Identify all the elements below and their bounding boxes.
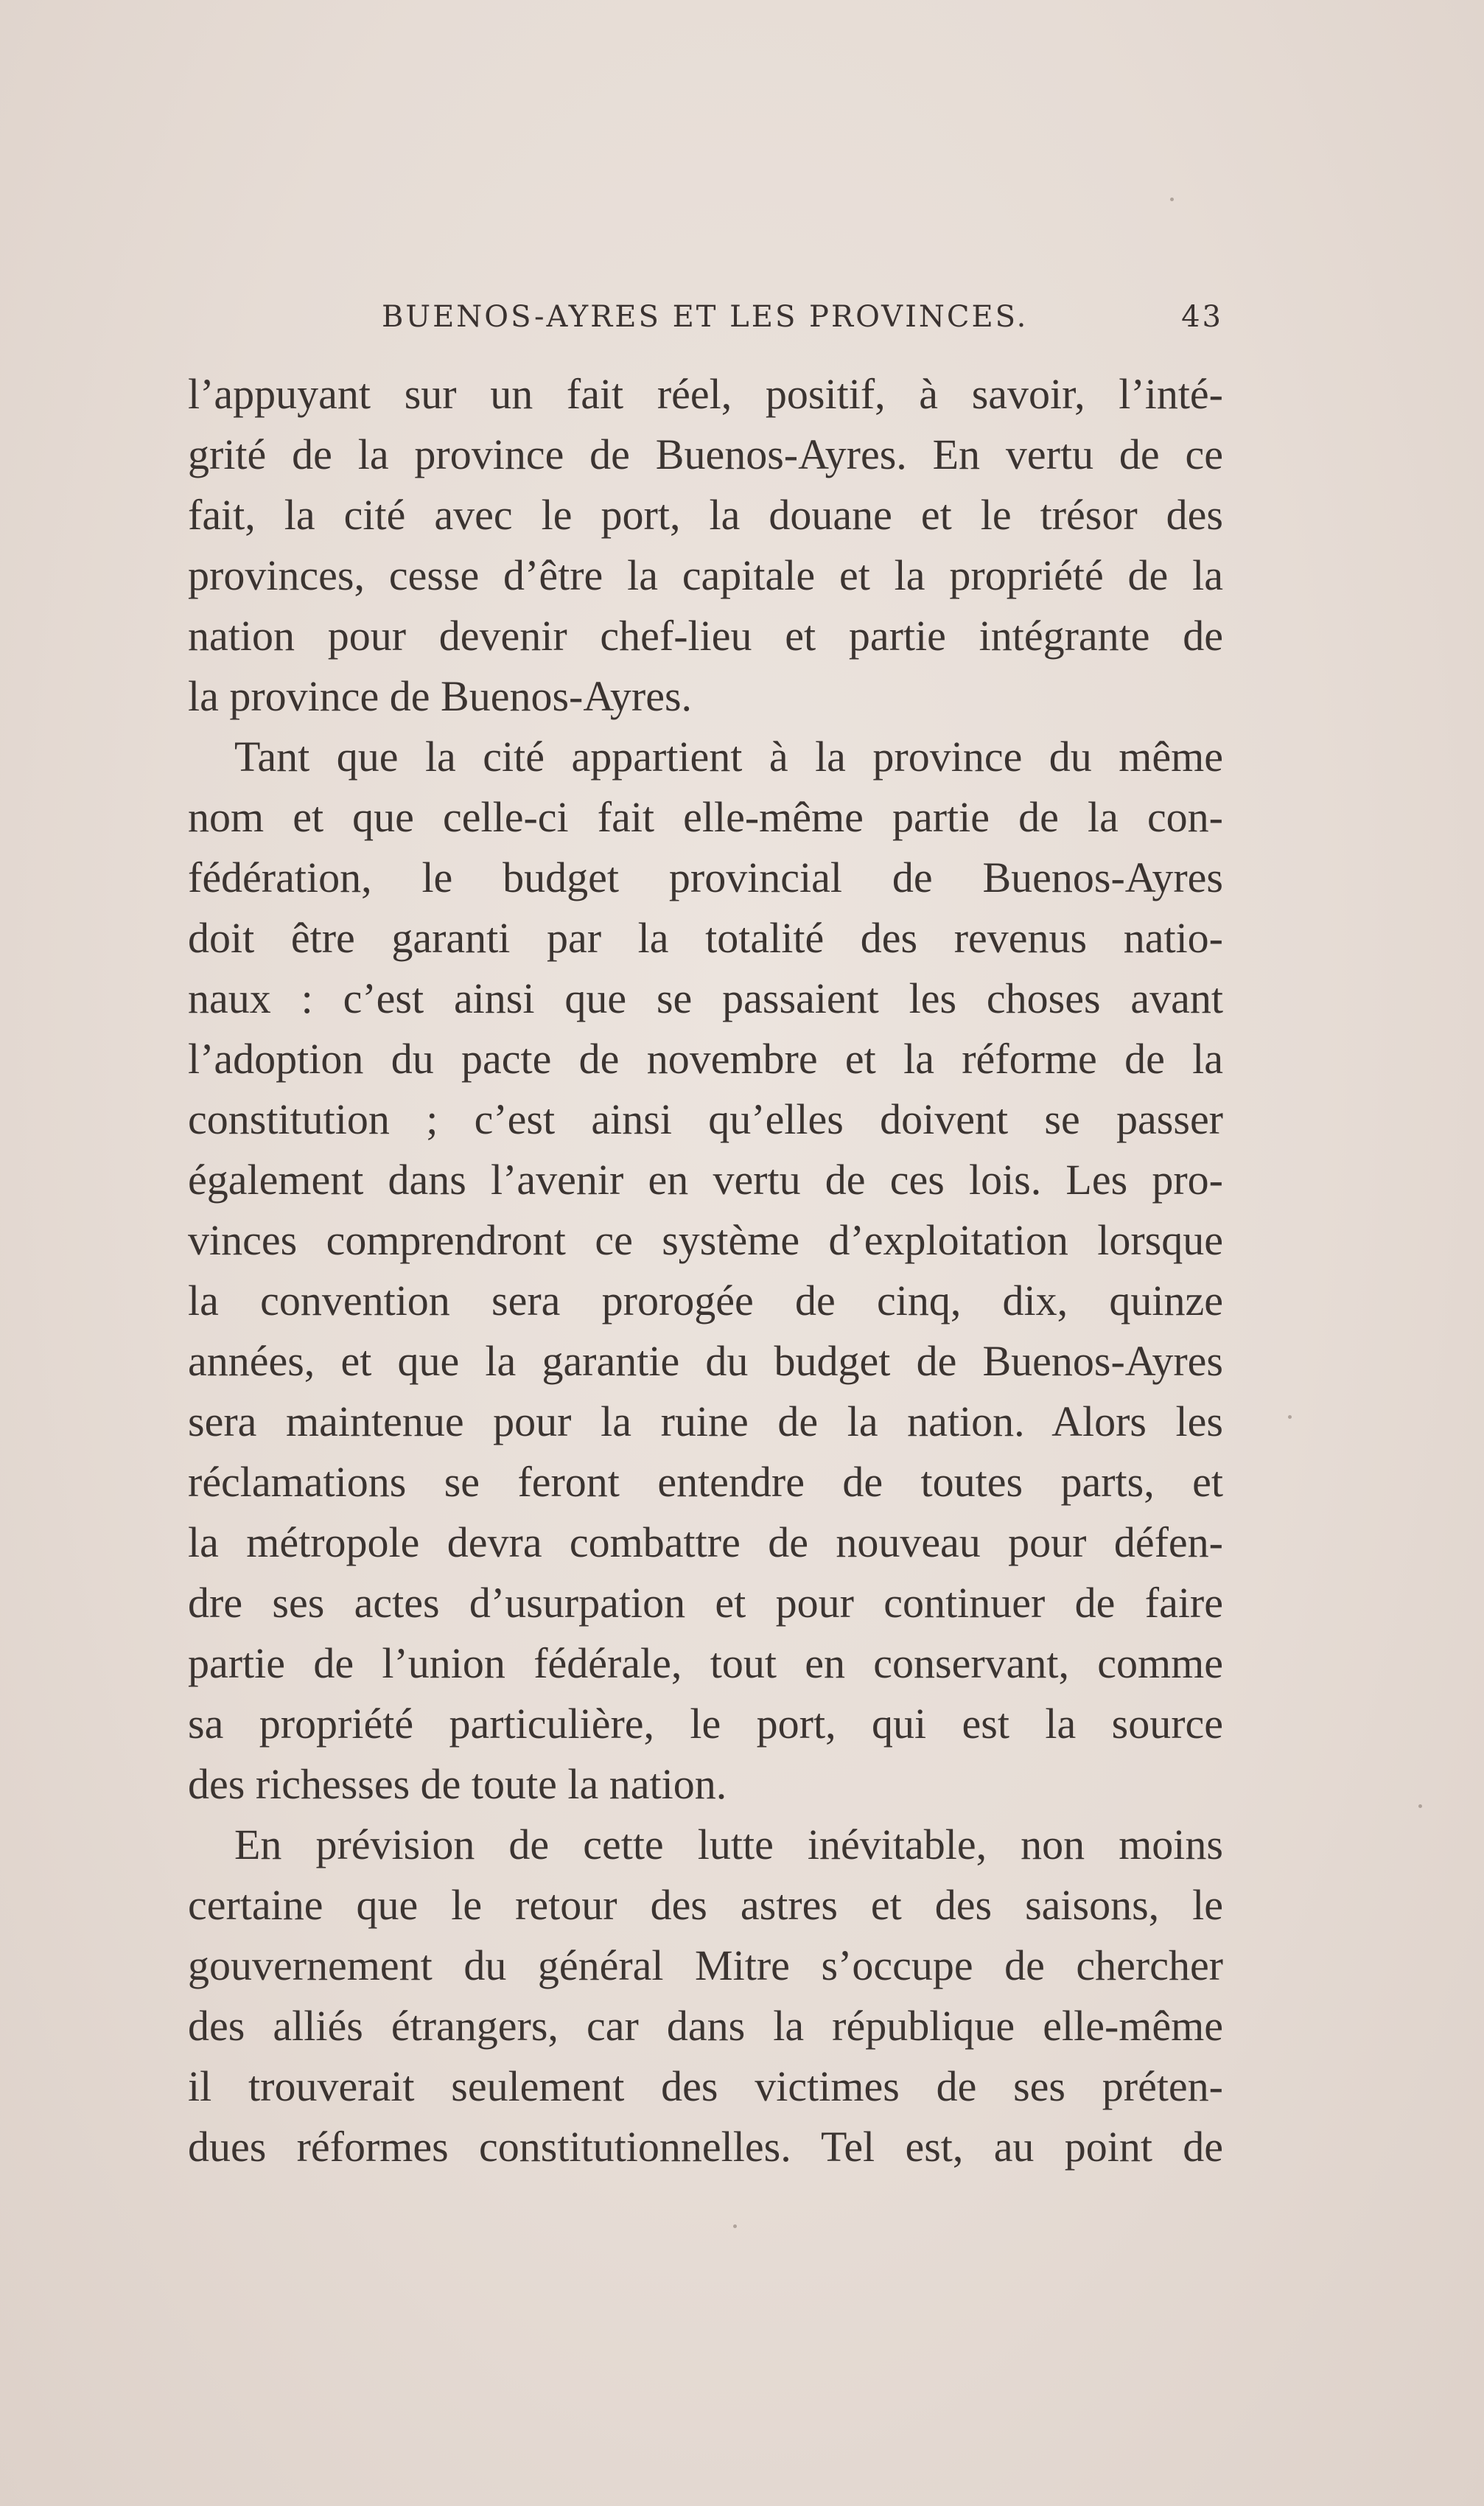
text-line: sera maintenue pour la ruine de la nation. Alors les (188, 1397, 1223, 1445)
text-line: certaine que le retour des astres et des saisons, le (188, 1881, 1223, 1929)
text-line: l’adoption du pacte de novembre et la réforme de la (188, 1035, 1223, 1083)
text-line: également dans l’avenir en vertu de ces lois. Les pro- (188, 1156, 1223, 1204)
paper-speck (1418, 1804, 1422, 1808)
text-line: dre ses actes d’usurpation et pour continuer de faire (188, 1579, 1223, 1627)
running-head (188, 300, 1223, 344)
text-line: grité de la province de Buenos-Ayres. En vertu de ce (188, 430, 1223, 478)
text-line: la métropole devra combattre de nouveau pour défen- (188, 1518, 1223, 1566)
text-line: nom et que celle-ci fait elle-même partie de la con- (188, 793, 1223, 841)
text-line: nation pour devenir chef-lieu et partie intégrante de (188, 612, 1223, 660)
paper-speck (1170, 198, 1174, 201)
paper-speck (733, 2224, 737, 2228)
text-line: des alliés étrangers, car dans la république elle-même (188, 2002, 1223, 2050)
paragraph-first-line: Tant que la cité appartient à la province du même (234, 733, 1223, 781)
text-line: réclamations se feront entendre de toutes parts, et (188, 1458, 1223, 1506)
running-title: BUENOS-AYRES ET LES PROVINCES. (382, 300, 1029, 334)
text-line: fait, la cité avec le port, la douane et le trésor des (188, 491, 1223, 539)
page-number: 43 (1181, 300, 1223, 334)
text-line: sa propriété particulière, le port, qui est la source (188, 1700, 1223, 1748)
paragraph-first-line: En prévision de cette lutte inévitable, non moins (234, 1821, 1223, 1868)
text-line: l’appuyant sur un fait réel, positif, à savoir, l’inté- (188, 370, 1223, 418)
text-line: partie de l’union fédérale, tout en conservant, comme (188, 1639, 1223, 1687)
text-line: provinces, cesse d’être la capitale et la propriété de la (188, 551, 1223, 599)
text-line: naux : c’est ainsi que se passaient les choses avant (188, 974, 1223, 1022)
text-line: la province de Buenos-Ayres. (188, 672, 693, 720)
text-line: dues réformes constitutionnelles. Tel est, au point de (188, 2123, 1223, 2171)
text-line: la convention sera prorogée de cinq, dix, quinze (188, 1277, 1223, 1324)
text-line: vinces comprendront ce système d’exploitation lorsque (188, 1216, 1223, 1264)
text-line: doit être garanti par la totalité des revenus natio- (188, 914, 1223, 962)
text-line: années, et que la garantie du budget de Buenos-Ayres (188, 1337, 1223, 1385)
text-line: gouvernement du général Mitre s’occupe de chercher (188, 1941, 1223, 1989)
text-line: fédération, le budget provincial de Buenos-Ayres (188, 854, 1223, 901)
text-line: des richesses de toute la nation. (188, 1760, 727, 1808)
text-line: il trouverait seulement des victimes de ses préten- (188, 2062, 1223, 2110)
paper-speck (1288, 1415, 1292, 1419)
text-line: constitution ; c’est ainsi qu’elles doivent se passer (188, 1095, 1223, 1143)
